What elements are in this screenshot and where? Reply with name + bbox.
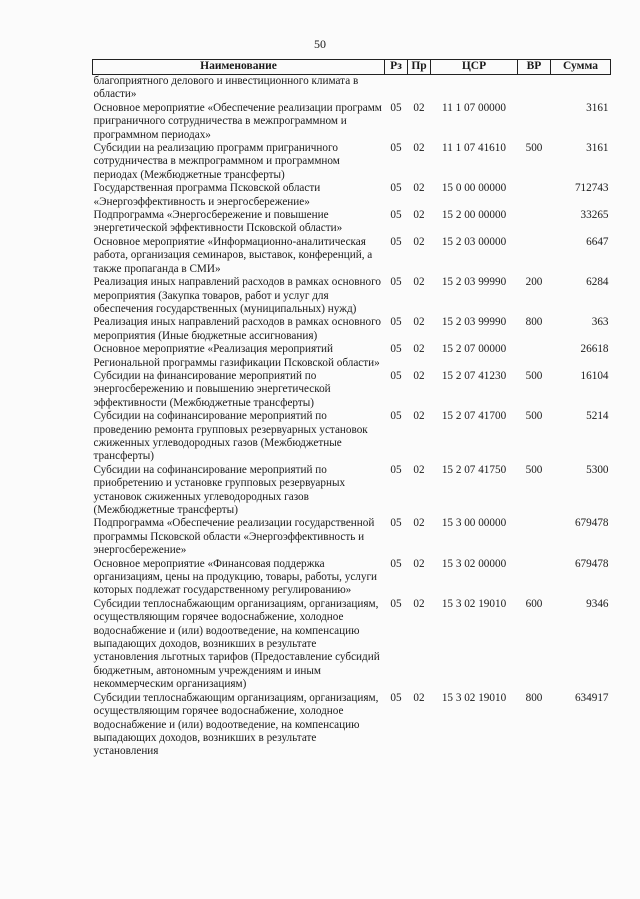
row-name: Субсидии на софинансирование мероприятий по проведению ремонта групповых резервуарных установок сжиженных углеводородных газов (Межбюджетные трансферты) [93,410,368,463]
row-sum: 3161 [586,101,609,114]
table-row [93,75,611,102]
row-pr: 02 [413,101,425,114]
table-row [93,558,611,598]
row-csr: 11 1 07 00000 [442,101,506,114]
row-csr: 15 2 07 41230 [441,369,507,382]
row-rz: 05 [390,142,402,155]
row-sum: 9346 [586,597,609,610]
row-vr [518,558,551,598]
row-csr: 15 2 03 99990 [441,316,507,329]
row-name: Основное мероприятие «Финансовая поддержка организациям, цены на продукцию, товары, работы, услуги которых подлежат государственному регулированию» [93,557,378,597]
row-pr: 02 [413,343,425,356]
row-name: Основное мероприятие «Обеспечение реализации программ приграничного сотрудничества в межпрограммном и программном периодах» [93,101,382,141]
header-vr: ВР [518,60,551,75]
row-vr [518,236,551,276]
row-name: Субсидии на финансирование мероприятий по энергосбережению и повышению энергетической эффективности (Межбюджетные трансферты) [93,369,331,409]
row-sum: 363 [591,316,609,329]
row-rz: 05 [390,316,402,329]
row-pr: 02 [413,316,425,329]
row-rz: 05 [390,276,402,289]
page-number: 50 [314,37,326,51]
table-row [93,343,611,370]
row-vr: 600 [525,597,543,610]
row-rz: 05 [390,235,402,248]
table-row [93,102,611,142]
row-vr [518,517,551,557]
row-rz: 05 [390,101,402,114]
table-row [93,209,611,236]
row-pr: 02 [413,142,425,155]
row-name: Реализация иных направлений расходов в рамках основного мероприятия (Иные бюджетные ассигнования) [93,316,381,342]
row-pr: 02 [413,410,425,423]
row-pr: 02 [413,235,425,248]
row-pr: 02 [413,369,425,382]
row-name: Реализация иных направлений расходов в рамках основного мероприятия (Закупка товаров, работ и услуг для обеспечения государственных (муниципальных) нужд) [93,276,381,315]
row-name: Государственная программа Псковской области «Энергоэффективность и энергосбережение» [93,182,321,208]
row-rz [385,75,408,102]
row-csr [431,75,518,102]
row-sum: 16104 [580,369,609,382]
table-row [93,464,611,518]
table-row [93,517,611,557]
table-row [93,316,611,343]
row-csr: 15 3 02 19010 [441,691,507,704]
row-rz: 05 [390,517,402,530]
row-name: Основное мероприятие «Информационно-аналитическая работа, организация семинаров, выставок, конференций, а также пропаганда в СМИ» [93,235,373,275]
row-name: Основное мероприятие «Реализация мероприятий Региональной программы газификации Псковской области» [93,343,380,369]
table-row [93,370,611,410]
row-pr: 02 [413,463,425,476]
row-csr: 11 1 07 41610 [442,142,506,155]
table-row [93,410,611,464]
row-pr: 02 [413,182,425,195]
row-pr: 02 [413,557,425,570]
row-sum: 26618 [580,343,609,356]
row-csr: 15 3 02 00000 [441,557,507,570]
row-rz: 05 [390,410,402,423]
row-sum: 634917 [574,691,609,704]
table-row [93,276,611,316]
row-csr: 15 2 07 41750 [441,463,507,476]
table-row [93,142,611,182]
row-vr: 500 [525,463,543,476]
row-pr: 02 [413,691,425,704]
header-pr: Пр [408,60,431,75]
row-vr: 500 [525,142,543,155]
row-rz: 05 [390,182,402,195]
row-sum: 679478 [574,557,609,570]
row-sum: 6284 [586,276,609,289]
row-name: благоприятного делового и инвестиционного климата в области» [93,75,359,101]
row-csr: 15 2 07 00000 [441,343,507,356]
row-name: Субсидии теплоснабжающим организациям, организациям, осуществляющим горячее водоснабжение, холодное водоснабжение и (или) водоотведение, на компенсацию выпадающих доходов, возникших в результате установления [93,691,379,758]
table-row [93,236,611,276]
header-csr: ЦСР [431,60,518,75]
row-rz: 05 [390,343,402,356]
table-row [93,182,611,209]
row-sum: 6647 [586,235,609,248]
table-row [93,692,611,759]
row-sum: 679478 [574,517,609,530]
row-csr: 15 3 02 19010 [441,597,507,610]
row-rz: 05 [390,209,402,222]
budget-table [92,59,611,759]
row-rz: 05 [390,691,402,704]
row-name: Подпрограмма «Энергосбережение и повышение энергетической эффективности Псковской области» [93,209,343,235]
row-csr: 15 3 00 00000 [441,517,507,530]
row-sum [551,75,611,102]
row-rz: 05 [390,557,402,570]
row-name: Подпрограмма «Обеспечение реализации государственной программы Псковской области «Энергоэффективность и энергосбережение» [93,517,375,557]
row-vr: 800 [525,316,543,329]
header-rz: Рз [385,60,408,75]
row-sum: 3161 [586,142,609,155]
row-rz: 05 [390,463,402,476]
row-name: Субсидии теплоснабжающим организациям, организациям, осуществляющим горячее водоснабжение, холодное водоснабжение и (или) водоотведение, на компенсацию выпадающих доходов, возникших в результате установления льготных тарифов (Предоставление субсидий бюджетным, автономным учреждениям и иным некоммерческим организациям) [93,597,380,691]
row-sum: 712743 [574,182,609,195]
row-rz: 05 [390,369,402,382]
row-pr [408,75,431,102]
table-row [93,598,611,692]
row-pr: 02 [413,517,425,530]
row-vr [518,343,551,370]
row-sum: 33265 [580,209,609,222]
row-vr [518,182,551,209]
row-vr: 800 [525,691,543,704]
row-pr: 02 [413,276,425,289]
row-name: Субсидии на софинансирование мероприятий по приобретению и установке групповых резервуарных установок сжиженных углеводородных газов (Межбюджетные трансферты) [93,463,346,516]
row-rz: 05 [390,597,402,610]
row-vr: 500 [525,410,543,423]
row-vr: 200 [525,276,543,289]
header-name: Наименование [93,60,385,75]
row-vr [518,75,551,102]
row-csr: 15 0 00 00000 [441,182,507,195]
row-csr: 15 2 00 00000 [441,209,507,222]
row-sum: 5214 [586,410,609,423]
row-vr [518,102,551,142]
row-sum: 5300 [586,463,609,476]
row-vr [518,209,551,236]
row-vr: 500 [525,369,543,382]
header-sum: Сумма [551,60,611,75]
row-csr: 15 2 07 41700 [441,410,507,423]
row-pr: 02 [413,597,425,610]
row-name: Субсидии на реализацию программ приграничного сотрудничества в межпрограммном и программном периодах (Межбюджетные трансферты) [93,142,340,181]
row-csr: 15 2 03 00000 [441,235,507,248]
table-header-row [93,60,611,75]
row-pr: 02 [413,209,425,222]
row-csr: 15 2 03 99990 [441,276,507,289]
